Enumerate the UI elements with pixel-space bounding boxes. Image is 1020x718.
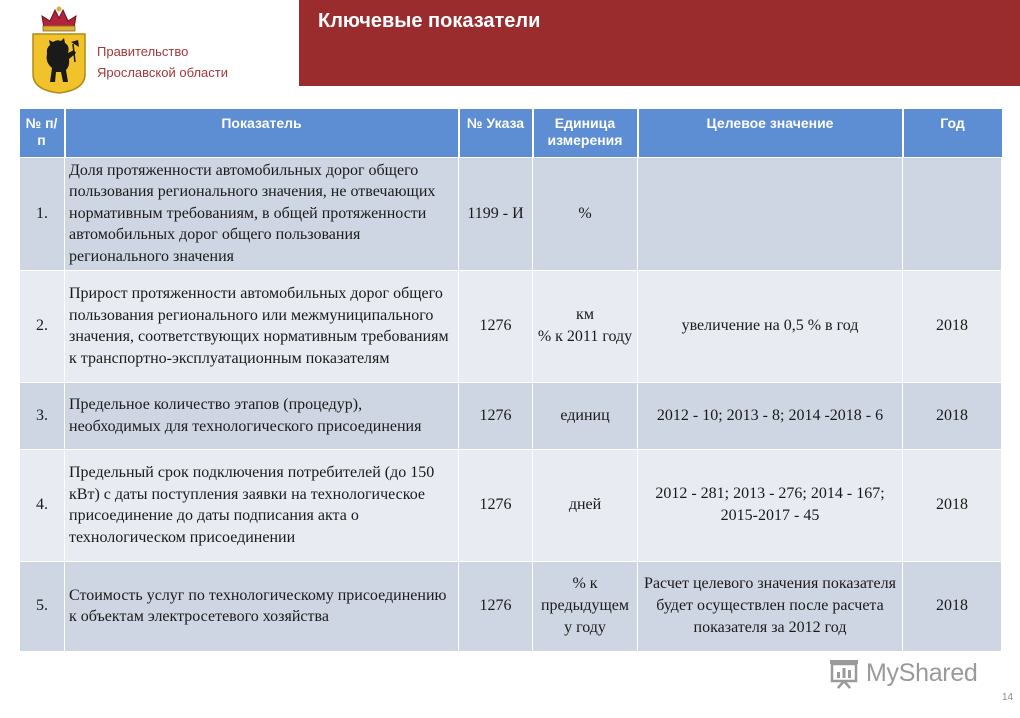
table-row	[20, 382, 1002, 449]
row-unit: %	[533, 157, 638, 270]
row-decree: 1276	[459, 270, 533, 382]
page-title: Ключевые показатели	[318, 10, 541, 32]
table-header-row	[20, 109, 1002, 157]
table-row	[20, 270, 1002, 382]
row-decree: 1276	[459, 561, 533, 651]
row-year: 2018	[903, 270, 1002, 382]
table-row	[20, 449, 1002, 561]
row-number: 5.	[20, 561, 65, 651]
row-target	[638, 157, 903, 270]
row-unit: % к предыдущем у году	[533, 561, 638, 651]
row-unit: дней	[533, 449, 638, 561]
myshared-watermark	[828, 655, 978, 691]
page-number: 14	[1002, 692, 1014, 703]
row-indicator: Предельное количество этапов (процедур), необходимых для технологического присоединения	[65, 382, 459, 449]
row-year: 2018	[903, 382, 1002, 449]
table-row	[20, 561, 1002, 651]
col-header-unit: Единица измерения	[533, 109, 638, 157]
row-decree: 1276	[459, 382, 533, 449]
row-target: Расчет целевого значения показателя будет осуществлен после расчета показателя за 2012 год	[638, 561, 903, 651]
row-number: 3.	[20, 382, 65, 449]
row-indicator: Доля протяженности автомобильных дорог общего пользования регионального значения, не отвечающих нормативным требованиям, в общей протяженности автомобильных дорог общего пользования регионального значения	[65, 157, 459, 270]
watermark-text: MyShared	[866, 658, 978, 687]
row-indicator: Прирост протяженности автомобильных дорог общего пользования регионального или межмуниципального значения, соответствующих нормативным требованиям к транспортно-эксплуатационным показателям	[65, 270, 459, 382]
row-indicator: Предельный срок подключения потребителей (до 150 кВт) с даты поступления заявки на технологическое присоединение до даты подписания акта о технологическом присоединении	[65, 449, 459, 561]
table-row	[20, 157, 1002, 270]
row-indicator: Стоимость услуг по технологическому присоединению к объектам электросетевого хозяйства	[65, 561, 459, 651]
row-number: 2.	[20, 270, 65, 382]
presentation-icon	[828, 657, 860, 689]
row-target: 2012 - 281; 2013 - 276; 2014 - 167; 2015-2017 - 45	[638, 449, 903, 561]
organization-name	[97, 41, 287, 83]
row-number: 4.	[20, 449, 65, 561]
row-unit: единиц	[533, 382, 638, 449]
row-unit: км % к 2011 году	[533, 270, 638, 382]
row-year: 2018	[903, 561, 1002, 651]
col-header-indicator: Показатель	[65, 109, 459, 157]
title-bar	[299, 0, 1020, 86]
org-line-2: Ярославской области	[97, 65, 228, 80]
coat-of-arms-emblem	[30, 4, 88, 94]
col-header-year: Год	[903, 109, 1002, 157]
col-header-decree: № Указа	[459, 109, 533, 157]
row-year	[903, 157, 1002, 270]
org-line-1: Правительство	[97, 44, 189, 59]
row-year: 2018	[903, 449, 1002, 561]
col-header-number: № п/п	[20, 109, 65, 157]
row-decree: 1199 - И	[459, 157, 533, 270]
row-target: 2012 - 10; 2013 - 8; 2014 -2018 - 6	[638, 382, 903, 449]
key-indicators-table	[19, 109, 1002, 652]
row-number: 1.	[20, 157, 65, 270]
col-header-target: Целевое значение	[638, 109, 903, 157]
row-decree: 1276	[459, 449, 533, 561]
bear-crown-icon	[30, 4, 88, 94]
row-target: увеличение на 0,5 % в год	[638, 270, 903, 382]
